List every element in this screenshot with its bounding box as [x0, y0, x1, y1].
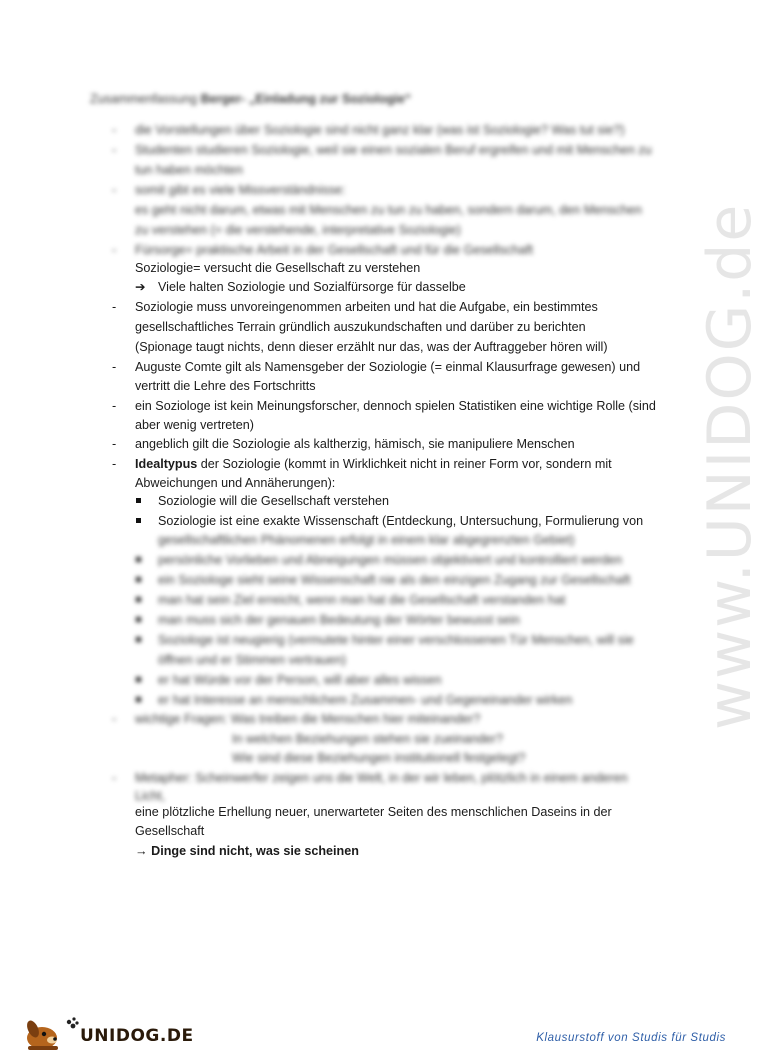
body-line: Soziologie muss unvoreingenommen arbeiten und hat die Aufgabe, ein bestimmtes [135, 300, 598, 314]
body-line: Gesellschaft [135, 824, 205, 838]
bullet-dash: - [112, 712, 117, 726]
square-bullet-icon [136, 518, 141, 523]
logo-text: UNIDOG.DE [80, 1026, 194, 1046]
blurred-line: tun haben möchten [135, 163, 243, 177]
square-bullet-icon [136, 577, 141, 582]
title-prefix: Zusammenfassung [90, 92, 198, 106]
body-line: ein Soziologe ist kein Meinungsforscher, dennoch spielen Statistiken eine wichtige Rolle (sind [135, 399, 656, 413]
dog-icon [22, 1012, 82, 1052]
blurred-line: somit gibt es viele Missverständnisse: [135, 183, 346, 197]
square-bullet-icon [136, 637, 141, 642]
blurred-line: Metapher: Scheinwerfer zeigen uns die Welt, in der wir leben, plötzlich in einem anderen [135, 771, 628, 785]
bullet-dash: - [112, 437, 117, 451]
body-line: Soziologie= versucht die Gesellschaft zu verstehen [135, 261, 421, 275]
body-line: Auguste Comte gilt als Namensgeber der Soziologie (= einmal Klausurfrage gewesen) und [135, 360, 641, 374]
body-line: (Spionage taugt nichts, denn dieser erzählt nur das, was der Auftraggeber hören will) [135, 340, 608, 354]
blurred-line: In welchen Beziehungen stehen sie zueinander? [232, 732, 503, 746]
square-bullet-icon [136, 617, 141, 622]
document-title [90, 89, 411, 109]
body-line [135, 454, 612, 474]
bullet-dash: - [112, 143, 117, 157]
watermark: www.UNIDOG.de [695, 202, 765, 730]
blurred-line: Soziologe ist neugierig (vermutete hinter einer verschlossenen Tür Menschen, will sie [158, 633, 634, 647]
body-line: gesellschaftliches Terrain gründlich auszukundschaften und darüber zu berichten [135, 320, 586, 334]
blurred-line: ein Soziologe sieht seine Wissenschaft nie als den einzigen Zugang zur Gesellschaft [158, 573, 631, 587]
blurred-line: persönliche Vorlieben und Abneigungen müssen objektiviert und kontrolliert werden [158, 553, 623, 567]
body-line: eine plötzliche Erhellung neuer, unerwarteter Seiten des menschlichen Daseins in der [135, 805, 612, 819]
idealtypus-term: Idealtypus [135, 457, 198, 471]
blurred-line: Licht, [135, 789, 166, 803]
sub-item: Soziologie ist eine exakte Wissenschaft (Entdeckung, Untersuchung, Formulierung von [158, 514, 644, 528]
blurred-line: man muss sich der genauen Bedeutung der Wörter bewusst sein [158, 613, 520, 627]
bullet-dash: - [112, 771, 117, 785]
conclusion-text: Dinge sind nicht, was sie scheinen [151, 844, 359, 858]
body-line: angeblich gilt die Soziologie als kaltherzig, hämisch, sie manipuliere Menschen [135, 437, 575, 451]
bullet-dash: - [112, 243, 117, 257]
bullet-dash: - [112, 183, 117, 197]
arrow-icon: ➔ [135, 280, 146, 294]
body-line: aber wenig vertreten) [135, 418, 255, 432]
blurred-line: Fürsorge= praktische Arbeit in der Gesellschaft und für die Gesellschaft [135, 243, 533, 257]
bullet-dash: - [112, 360, 117, 374]
blurred-line: Studenten studieren Soziologie, weil sie einen sozialen Beruf ergreifen und mit Menschen zu [135, 143, 652, 157]
sub-item: Soziologie will die Gesellschaft verstehen [158, 494, 390, 508]
bullet-dash: - [112, 123, 117, 137]
unidog-logo[interactable] [22, 1012, 194, 1052]
blurred-line: die Vorstellungen über Soziologie sind nicht ganz klar (was ist Soziologie? Was tut sie?) [135, 123, 625, 137]
blurred-line: es geht nicht darum, etwas mit Menschen zu tun zu haben, sondern darum, den Menschen [135, 203, 642, 217]
square-bullet-icon [136, 697, 141, 702]
body-line: Abweichungen und Annäherungen): [135, 476, 336, 490]
footer-slogan: Klausurstoff von Studis für Studis [536, 1032, 726, 1044]
blurred-line: er hat Würde vor der Person, will aber alles wissen [158, 673, 442, 687]
blurred-line: er hat Interesse an menschlichem Zusammen- und Gegeneinander wirken [158, 693, 573, 707]
blurred-line: wichtige Fragen: Was treiben die Menschen hier miteinander? [135, 712, 481, 726]
arrow-icon: → [135, 844, 148, 858]
blurred-line: gesellschaftlichen Phänomenen erfolgt in einem klar abgegrenzten Gebiet) [158, 533, 575, 547]
idealtypus-rest: der Soziologie (kommt in Wirklichkeit nicht in reiner Form vor, sondern mit [197, 457, 612, 471]
bullet-dash: - [112, 300, 117, 314]
bullet-dash: - [112, 399, 117, 413]
body-line: vertritt die Lehre des Fortschritts [135, 379, 316, 393]
blurred-line: zu verstehen (= die verstehende, interpretative Soziologie) [135, 223, 461, 237]
bullet-dash: - [112, 457, 117, 471]
conclusion [135, 841, 359, 861]
square-bullet-icon [136, 498, 141, 503]
square-bullet-icon [136, 677, 141, 682]
square-bullet-icon [136, 597, 141, 602]
arrow-item: Viele halten Soziologie und Sozialfürsorge für dasselbe [158, 280, 466, 294]
blurred-line: man hat sein Ziel erreicht, wenn man hat die Gesellschaft verstanden hat [158, 593, 566, 607]
title-bold: Berger- „Einladung zur Soziologie“ [200, 92, 412, 106]
blurred-line: Wie sind diese Beziehungen institutionell festgelegt? [232, 751, 526, 765]
square-bullet-icon [136, 557, 141, 562]
blurred-line: öffnen und er Stimmen vertrauen) [158, 653, 347, 667]
